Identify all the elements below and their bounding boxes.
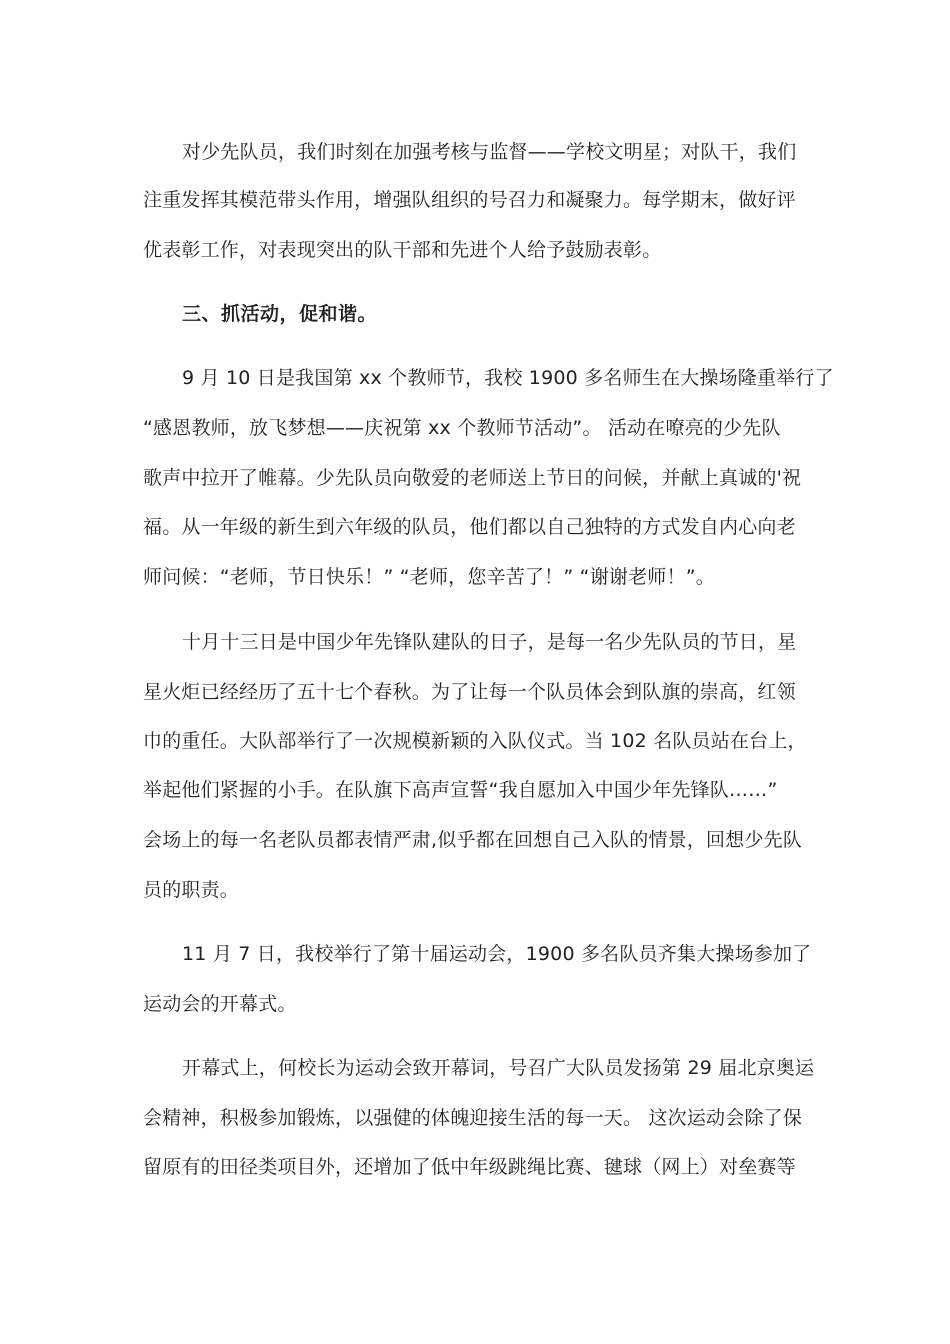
- paragraph-3-line-6: 员的职责。: [143, 879, 240, 901]
- paragraph-4-line-1: 11 月 7 日，我校举行了第十届运动会，1900 多名队员齐集大操场参加了: [182, 943, 812, 965]
- paragraph-2-line-1: 9 月 10 日是我国第 xx 个教师节，我校 1900 多名师生在大操场隆重举行了: [182, 367, 834, 389]
- paragraph-3-line-2: 星火炬已经经历了五十七个春秋。为了让每一个队员体会到队旗的崇高，红领: [143, 681, 796, 703]
- paragraph-5-line-2: 会精神，积极参加锻炼，以强健的体魄迎接生活的每一天。 这次运动会除了保: [143, 1107, 803, 1129]
- paragraph-1-line-3: 优表彰工作，对表现突出的队干部和先进个人给予鼓励表彰。: [143, 239, 662, 261]
- paragraph-5-line-3: 留原有的田径类项目外，还增加了低中年级跳绳比赛、毽球（网上）对垒赛等: [143, 1156, 796, 1178]
- paragraph-3-line-5: 会场上的每一名老队员都表情严肃,似乎都在回想自己入队的情景，回想少先队: [143, 829, 803, 851]
- paragraph-5-line-1: 开幕式上，何校长为运动会致开幕词，号召广大队员发扬第 29 届北京奥运: [182, 1057, 815, 1079]
- paragraph-1-line-1: 对少先队员，我们时刻在加强考核与监督——学校文明星；对队干，我们: [182, 141, 797, 163]
- paragraph-3-line-1: 十月十三日是中国少年先锋队建队的日子，是每一名少先队员的节日，星: [182, 631, 797, 653]
- paragraph-1-line-2: 注重发挥其模范带头作用，增强队组织的号召力和凝聚力。每学期末，做好评: [143, 189, 796, 211]
- paragraph-2-line-3: 歌声中拉开了帷幕。少先队员向敬爱的老师送上节日的问候，并献上真诚的'祝: [143, 467, 802, 489]
- paragraph-2-line-5: 师问候：“老师，节日快乐！” “老师，您辛苦了！” “谢谢老师！”。: [143, 566, 715, 588]
- paragraph-3-line-4: 举起他们紧握的小手。在队旗下高声宣誓“我自愿加入中国少年先锋队……”: [143, 779, 778, 801]
- paragraph-2-line-2: “感恩教师，放飞梦想——庆祝第 xx 个教师节活动”。 活动在嘹亮的少先队: [143, 417, 781, 439]
- paragraph-3-line-3: 巾的重任。大队部举行了一次规模新颖的入队仪式。当 102 名队员站在台上，: [143, 730, 807, 752]
- section-heading-3: 三、抓活动，促和谐。: [182, 303, 378, 325]
- paragraph-2-line-4: 福。从一年级的新生到六年级的队员，他们都以自己独特的方式发自内心向老: [143, 516, 796, 538]
- paragraph-4-line-2: 运动会的开幕式。: [143, 993, 297, 1015]
